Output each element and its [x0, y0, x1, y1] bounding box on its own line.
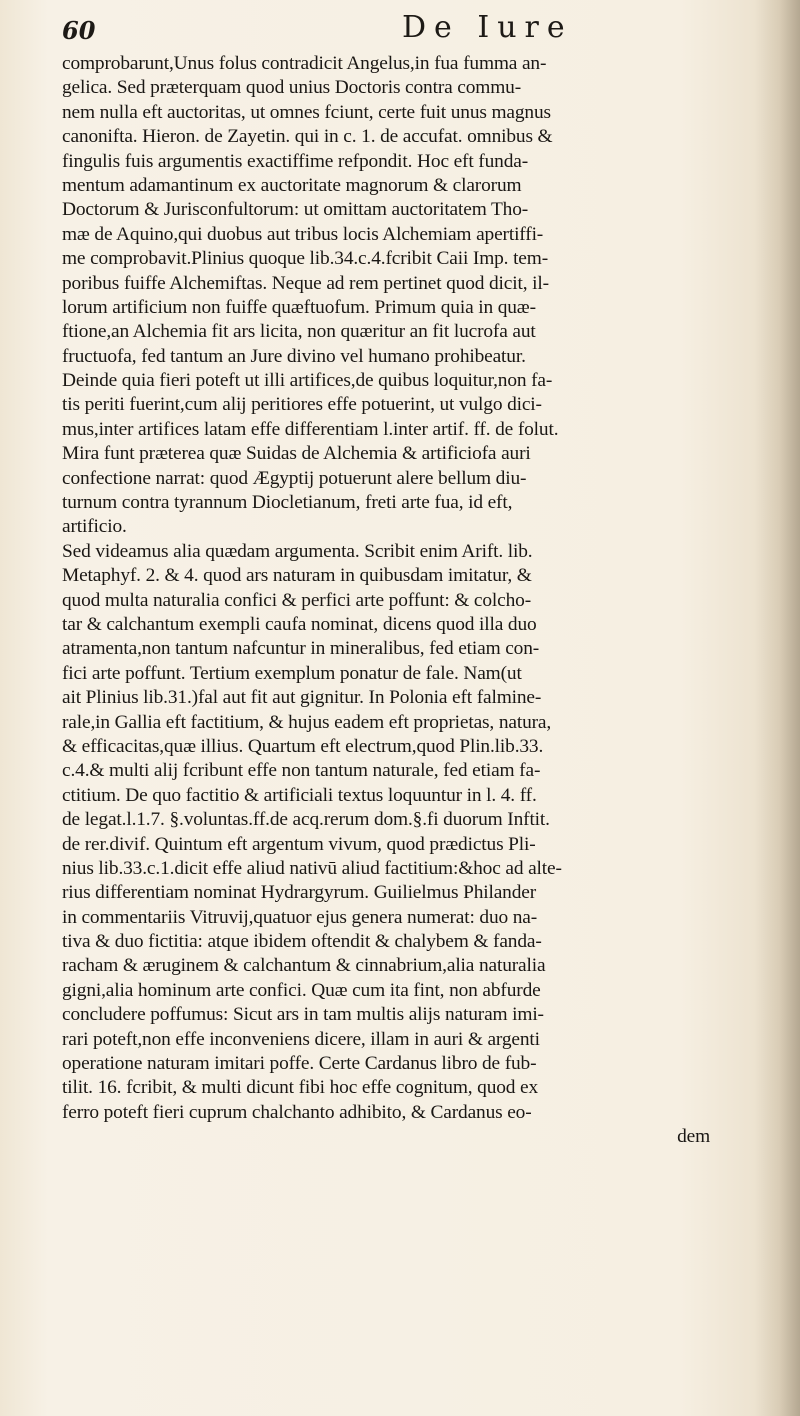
text-line: rius differentiam nominat Hydrargyrum. Guilielmus Philander — [62, 882, 537, 904]
text-line: ctitium. De quo factitio & artificiali textus loquuntur in l. 4. ff. — [62, 784, 537, 806]
text-line: lorum artificium non fuiffe quæftuofum. Primum quia in quæ- — [62, 296, 536, 318]
text-line: artificio. — [62, 516, 127, 538]
running-head: De Iure — [402, 10, 573, 45]
text-line: tilit. 16. fcribit, & multi dicunt fibi hoc effe cognitum, quod ex — [62, 1077, 539, 1099]
text-line: de rer.divif. Quintum eft argentum vivum, quod prædictus Pli- — [62, 833, 536, 855]
text-line: canonifta. Hieron. de Zayetin. qui in c. 1. de accufat. omnibus & — [62, 126, 553, 148]
text-line: dem — [677, 1126, 710, 1148]
text-line: Metaphyf. 2. & 4. quod ars naturam in quibusdam imitatur, & — [62, 565, 532, 587]
text-line: fici arte poffunt. Tertium exemplum ponatur de fale. Nam(ut — [62, 662, 522, 684]
text-line: gelica. Sed præterquam quod unius Doctoris contra commu- — [62, 77, 522, 99]
text-line: gigni,alia hominum arte confici. Quæ cum ita fint, non abfurde — [62, 979, 541, 1001]
text-line: fingulis fuis argumentis exactiffime refpondit. Hoc eft funda- — [62, 150, 528, 172]
text-line: Doctorum & Jurisconfultorum: ut omittam auctoritatem Tho- — [62, 199, 529, 221]
text-line: in commentariis Vitruvij,quatuor ejus genera numerat: duo na- — [62, 906, 538, 928]
text-line: ait Plinius lib.31.)fal aut fit aut gignitur. In Polonia eft falmine- — [62, 687, 542, 709]
text-line: operatione naturam imitari poffe. Certe Cardanus libro de fub- — [62, 1053, 537, 1075]
text-line: rari poteft,non effe inconveniens dicere, illam in auri & argenti — [62, 1028, 540, 1050]
text-line: Mira funt præterea quæ Suidas de Alchemia & artificiofa auri — [62, 443, 531, 465]
text-line: tis periti fuerint,cum alij peritiores effe potuerint, ut vulgo dici- — [62, 394, 542, 416]
text-line: mæ de Aquino,qui duobus aut tribus locis Alchemiam apertiffi- — [62, 223, 544, 245]
text-line: mentum adamantinum ex auctoritate magnorum & clarorum — [62, 174, 522, 196]
text-line: concludere poffumus: Sicut ars in tam multis alijs naturam imi- — [62, 1004, 544, 1026]
text-line: nem nulla eft auctoritas, ut omnes fciunt, certe fuit unus magnus — [62, 101, 551, 123]
page-number: 60 — [62, 16, 96, 45]
text-line: Deinde quia fieri poteft ut illi artifices,de quibus loquitur,non fa- — [62, 370, 553, 392]
text-line: rale,in Gallia eft factitium, & hujus eadem eft proprietas, natura, — [62, 711, 552, 733]
text-line: turnum contra tyrannum Diocletianum, freti arte fua, id eft, — [62, 492, 513, 514]
text-line: ferro poteft fieri cuprum chalchanto adhibito, & Cardanus eo- — [62, 1101, 532, 1123]
text-line: Sed videamus alia quædam argumenta. Scribit enim Arift. lib. — [62, 540, 533, 562]
text-line: tiva & duo fictitia: atque ibidem oftendit & chalybem & fanda- — [62, 931, 542, 953]
page-header — [62, 8, 762, 48]
text-line: ftione,an Alchemia fit ars licita, non quæritur an fit lucrofa aut — [62, 321, 536, 343]
text-line: confectione narrat: quod Ægyptij potuerunt alere bellum diu- — [62, 467, 527, 489]
text-line: comprobarunt,Unus folus contradicit Angelus,in fua fumma an- — [62, 53, 547, 74]
text-line: racham & æruginem & calchantum & cinnabrium,alia naturalia — [62, 955, 546, 977]
text-line: fructuofa, fed tantum an Jure divino vel humano prohibeatur. — [62, 345, 526, 367]
body-text — [62, 52, 768, 1150]
text-line: atramenta,non tantum nafcuntur in mineralibus, fed etiam con- — [62, 638, 540, 660]
text-line: mus,inter artifices latam effe differentiam l.inter artif. ff. de folut. — [62, 418, 559, 440]
text-line: tar & calchantum exempli caufa nominat, dicens quod illa duo — [62, 613, 537, 635]
text-line: & efficacitas,quæ illius. Quartum eft electrum,quod Plin.lib.33. — [62, 735, 544, 757]
text-line: me comprobavit.Plinius quoque lib.34.c.4.fcribit Caii Imp. tem- — [62, 248, 549, 270]
text-line: quod multa naturalia confici & perfici arte poffunt: & colcho- — [62, 589, 532, 611]
text-line: de legat.l.1.7. §.voluntas.ff.de acq.rerum dom.§.fi duorum Inftit. — [62, 809, 550, 831]
text-line: nius lib.33.c.1.dicit effe aliud nativū aliud factitium:&hoc ad alte- — [62, 857, 562, 879]
text-line: poribus fuiffe Alchemiftas. Neque ad rem pertinet quod dicit, il- — [62, 272, 549, 294]
text-line: c.4.& multi alij fcribunt effe non tantum naturale, fed etiam fa- — [62, 760, 541, 782]
